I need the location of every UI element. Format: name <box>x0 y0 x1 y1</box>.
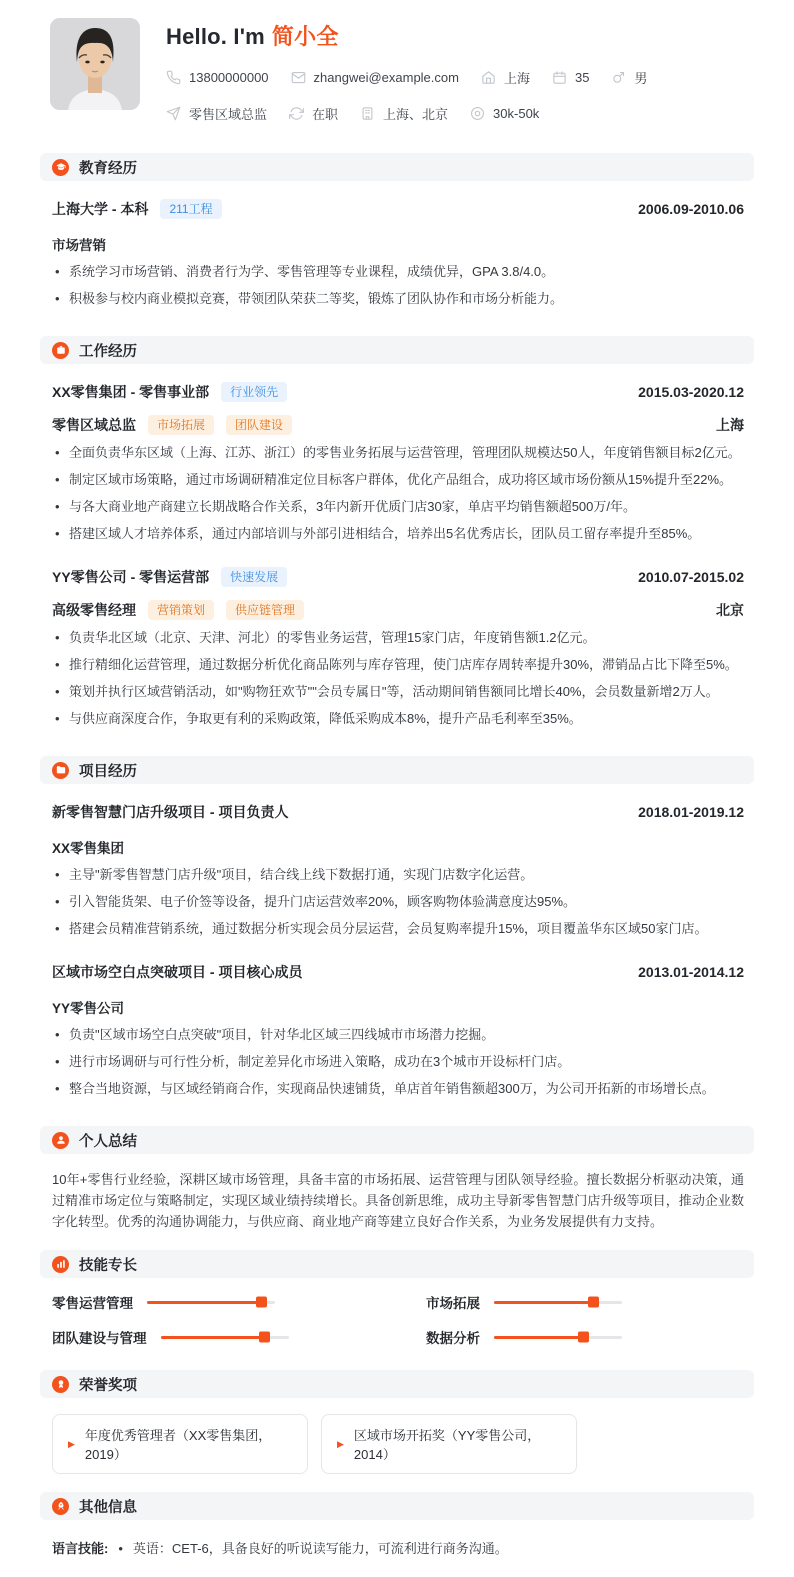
skill-slider-handle[interactable] <box>256 1297 267 1308</box>
skill-slider-fill <box>494 1301 594 1304</box>
role-text: 高级零售经理 <box>52 602 136 618</box>
work-entry-head <box>52 382 744 402</box>
page-title <box>166 20 669 51</box>
skill-item <box>52 1295 370 1309</box>
role-name <box>52 600 304 620</box>
section-header-honors <box>40 1370 754 1398</box>
summary-text: 10年+零售行业经验，深耕区域市场管理，具备丰富的市场拓展、运营管理与团队领导经验。擅长数据分析驱动决策，通过精准市场定位与策略制定，实现区域业绩持续增长。具备创新思维，成功主导新零售智慧门店升级等项目，推动企业数字化转型。优秀的沟通协调能力，与供应商、商业地产商等建立良好合作关系，为业务发展提供有力支持。 <box>52 1172 744 1229</box>
work-location: 上海 <box>716 417 744 433</box>
section-title: 技能专长 <box>79 1257 137 1274</box>
language-skills-label: 语言技能: <box>52 1541 109 1556</box>
skill-slider <box>494 1301 622 1304</box>
contact-age <box>552 70 589 85</box>
contact-gender <box>611 68 647 87</box>
contact-location <box>481 68 530 87</box>
section-header-projects <box>40 756 754 784</box>
honor-card <box>52 1414 308 1474</box>
contact-job-title <box>166 104 267 123</box>
phone-icon <box>166 70 181 85</box>
bar-chart-icon <box>52 1256 69 1273</box>
status-value: 在职 <box>312 107 339 122</box>
bullet-item: • 与供应商深度合作，争取更有利的采购政策，降低采购成本8%，提升产品毛利率至35%。 <box>52 710 744 728</box>
skill-label: 团队建设与管理 <box>52 1331 147 1346</box>
school-name <box>52 199 222 219</box>
section-title: 项目经历 <box>79 763 137 780</box>
skill-slider-fill <box>147 1301 262 1304</box>
project-entry-head <box>52 962 744 982</box>
skill-slider <box>494 1336 622 1339</box>
bullet-item: • 整合当地资源，与区域经销商合作，实现商品快速铺货，单店首年销售额超300万，为公司开拓新的市场增长点。 <box>52 1080 744 1098</box>
section-header-work <box>40 336 754 364</box>
gender-icon <box>611 70 626 85</box>
role-badge: 市场拓展 <box>148 415 214 435</box>
company-text: YY零售公司 - 零售运营部 <box>52 569 210 585</box>
skill-label: 零售运营管理 <box>52 1296 133 1311</box>
company-name <box>52 567 287 587</box>
education-date: 2006.09-2010.06 <box>638 201 744 217</box>
skill-slider-handle[interactable] <box>259 1332 270 1343</box>
gender-value: 男 <box>634 71 648 86</box>
job-title-icon <box>166 106 181 121</box>
project-name <box>52 802 288 822</box>
triangle-icon: ▶ <box>337 1438 344 1449</box>
role-badge: 团队建设 <box>226 415 292 435</box>
company-name <box>52 382 287 402</box>
education-entry-head <box>52 199 744 219</box>
bullet-item: • 系统学习市场营销、消费者行为学、零售管理等专业课程，成绩优异，GPA 3.8/4.0。 <box>52 263 744 281</box>
role-badge: 营销策划 <box>148 600 214 620</box>
city-icon <box>360 106 375 121</box>
skill-slider-handle[interactable] <box>588 1297 599 1308</box>
projects-content <box>40 802 754 1098</box>
bullet-item: • 策划并执行区域营销活动，如"购物狂欢节""会员专属日"等，活动期间销售额同比增长40%，会员数量新增2万人。 <box>52 683 744 701</box>
person-icon <box>52 1132 69 1149</box>
company-badge: 快速发展 <box>221 567 287 587</box>
bullet-item: • 制定区域市场策略，通过市场调研精准定位目标客户群体，优化产品组合，成功将区域市场份额从15%提升至22%。 <box>52 471 744 489</box>
work-entry-role-row <box>52 600 744 620</box>
project-title-text: 新零售智慧门店升级项目 - 项目负责人 <box>52 804 289 820</box>
major-name: 市场营销 <box>52 238 106 253</box>
summary-content <box>40 1169 754 1232</box>
project-bullets <box>52 1026 744 1098</box>
contact-salary <box>470 106 539 121</box>
skill-slider-fill <box>494 1336 584 1339</box>
company-badge: 行业领先 <box>221 382 287 402</box>
bullet-item: • 全面负责华东区域（上海、江苏、浙江）的零售业务拓展与运营管理，管理团队规模达50人，年度销售额目标2亿元。 <box>52 444 744 462</box>
project-entry <box>52 962 744 1098</box>
honor-text: 年度优秀管理者（XX零售集团，2019） <box>84 1428 272 1462</box>
skill-item <box>52 1330 370 1344</box>
work-date: 2010.07-2015.02 <box>638 569 744 585</box>
work-location: 北京 <box>716 602 744 618</box>
education-content <box>40 199 754 308</box>
contact-status <box>289 104 338 123</box>
phone-value: 13800000000 <box>189 70 269 85</box>
triangle-icon: ▶ <box>68 1438 75 1449</box>
section-title: 个人总结 <box>79 1133 137 1150</box>
age-icon <box>552 70 567 85</box>
cities-value: 上海、北京 <box>383 107 449 122</box>
bullet-item: • 主导"新零售智慧门店升级"项目，结合线上线下数据打通，实现门店数字化运营。 <box>52 866 744 884</box>
bullet-dot: • <box>118 1541 123 1556</box>
project-entry <box>52 802 744 938</box>
profile-photo <box>50 18 140 110</box>
skill-item <box>426 1295 744 1309</box>
skill-slider-handle[interactable] <box>578 1332 589 1343</box>
section-title: 教育经历 <box>79 160 137 177</box>
greeting-text: Hello. I'm <box>166 24 265 49</box>
role-name <box>52 415 292 435</box>
role-text: 零售区域总监 <box>52 417 136 433</box>
bullet-item: • 搭建区域人才培养体系，通过内部培训与外部引进相结合，培养出5名优秀店长，团队员工留存率提升至85%。 <box>52 525 744 543</box>
school-degree-text: 上海大学 - 本科 <box>52 201 149 217</box>
honors-row <box>40 1414 754 1474</box>
section-header-other <box>40 1492 754 1520</box>
work-entry-head <box>52 567 744 587</box>
bullet-item: • 搭建会员精准营销系统，通过数据分析实现会员分层运营，会员复购率提升15%，项目覆盖华东区域50家门店。 <box>52 920 744 938</box>
resume-header <box>40 18 754 123</box>
contact-phone <box>166 70 269 85</box>
profile-photo-illustration <box>50 18 140 110</box>
role-badge: 供应链管理 <box>226 600 304 620</box>
company-text: XX零售集团 - 零售事业部 <box>52 384 210 400</box>
bullet-item: • 积极参与校内商业模拟竞赛，带领团队荣获二等奖，锻炼了团队协作和市场分析能力。 <box>52 290 744 308</box>
work-entry-role-row <box>52 415 744 435</box>
candidate-name: 简小全 <box>271 24 339 49</box>
section-title: 工作经历 <box>79 343 137 360</box>
section-header-education <box>40 153 754 181</box>
work-entry <box>52 382 744 543</box>
project-date: 2013.01-2014.12 <box>638 964 744 980</box>
project-name <box>52 962 302 982</box>
skill-slider <box>161 1336 289 1339</box>
bullet-item: • 负责华北区域（北京、天津、河北）的零售业务运营，管理15家门店，年度销售额1.2亿元。 <box>52 629 744 647</box>
education-entry <box>52 199 744 308</box>
work-content <box>40 382 754 728</box>
contact-row-2 <box>166 104 669 123</box>
work-entry <box>52 567 744 728</box>
project-org: YY零售公司 <box>52 1001 125 1016</box>
skills-grid <box>40 1295 754 1344</box>
home-icon <box>481 70 496 85</box>
skill-slider-fill <box>161 1336 266 1339</box>
section-title: 其他信息 <box>79 1499 137 1516</box>
project-date: 2018.01-2019.12 <box>638 804 744 820</box>
project-title-text: 区域市场空白点突破项目 - 项目核心成员 <box>52 964 303 980</box>
salary-icon <box>470 106 485 121</box>
header-info <box>166 18 669 123</box>
bullet-item: • 推行精细化运营管理，通过数据分析优化商品陈列与库存管理，使门店库存周转率提升30%，滞销品占比下降至5%。 <box>52 656 744 674</box>
section-title: 荣誉奖项 <box>79 1377 137 1394</box>
contact-cities <box>360 104 448 123</box>
bullet-item: • 负责"区域市场空白点突破"项目，针对华北区域三四线城市市场潜力挖掘。 <box>52 1026 744 1044</box>
bullet-item: • 进行市场调研与可行性分析，制定差异化市场进入策略，成功在3个城市开设标杆门店。 <box>52 1053 744 1071</box>
mail-icon <box>291 70 306 85</box>
education-bullets <box>52 263 744 308</box>
school-badge: 211工程 <box>160 199 221 219</box>
project-entry-head <box>52 802 744 822</box>
salary-value: 30k-50k <box>493 106 540 121</box>
bullet-item: • 与各大商业地产商建立长期战略合作关系，3年内新开优质门店30家，单店平均销售额超500万/年。 <box>52 498 744 516</box>
medal-icon <box>52 1376 69 1393</box>
briefcase-icon <box>52 342 69 359</box>
language-skills-row <box>40 1538 754 1557</box>
contact-email <box>291 70 459 85</box>
project-org: XX零售集团 <box>52 841 125 856</box>
email-value: zhangwei@example.com <box>313 70 459 85</box>
work-bullets <box>52 629 744 728</box>
graduation-cap-icon <box>52 159 69 176</box>
bullet-item: • 引入智能货架、电子价签等设备，提升门店运营效率20%，顾客购物体验满意度达95%。 <box>52 893 744 911</box>
work-date: 2015.03-2020.12 <box>638 384 744 400</box>
job-title-value: 零售区域总监 <box>189 107 268 122</box>
skill-label: 数据分析 <box>426 1331 480 1346</box>
folder-icon <box>52 762 69 779</box>
skill-label: 市场拓展 <box>426 1296 480 1311</box>
honor-card <box>321 1414 577 1474</box>
work-bullets <box>52 444 744 543</box>
skill-item <box>426 1330 744 1344</box>
project-bullets <box>52 866 744 938</box>
section-header-skills <box>40 1250 754 1278</box>
skill-slider <box>147 1301 275 1304</box>
age-value: 35 <box>574 70 590 85</box>
section-header-summary <box>40 1126 754 1154</box>
language-skill-text: 英语：CET-6，具备良好的听说读写能力，可流利进行商务沟通。 <box>132 1541 508 1556</box>
contact-row-1 <box>166 68 669 87</box>
honor-text: 区域市场开拓奖（YY零售公司，2014） <box>353 1428 541 1462</box>
status-icon <box>289 106 304 121</box>
location-value: 上海 <box>503 71 530 86</box>
